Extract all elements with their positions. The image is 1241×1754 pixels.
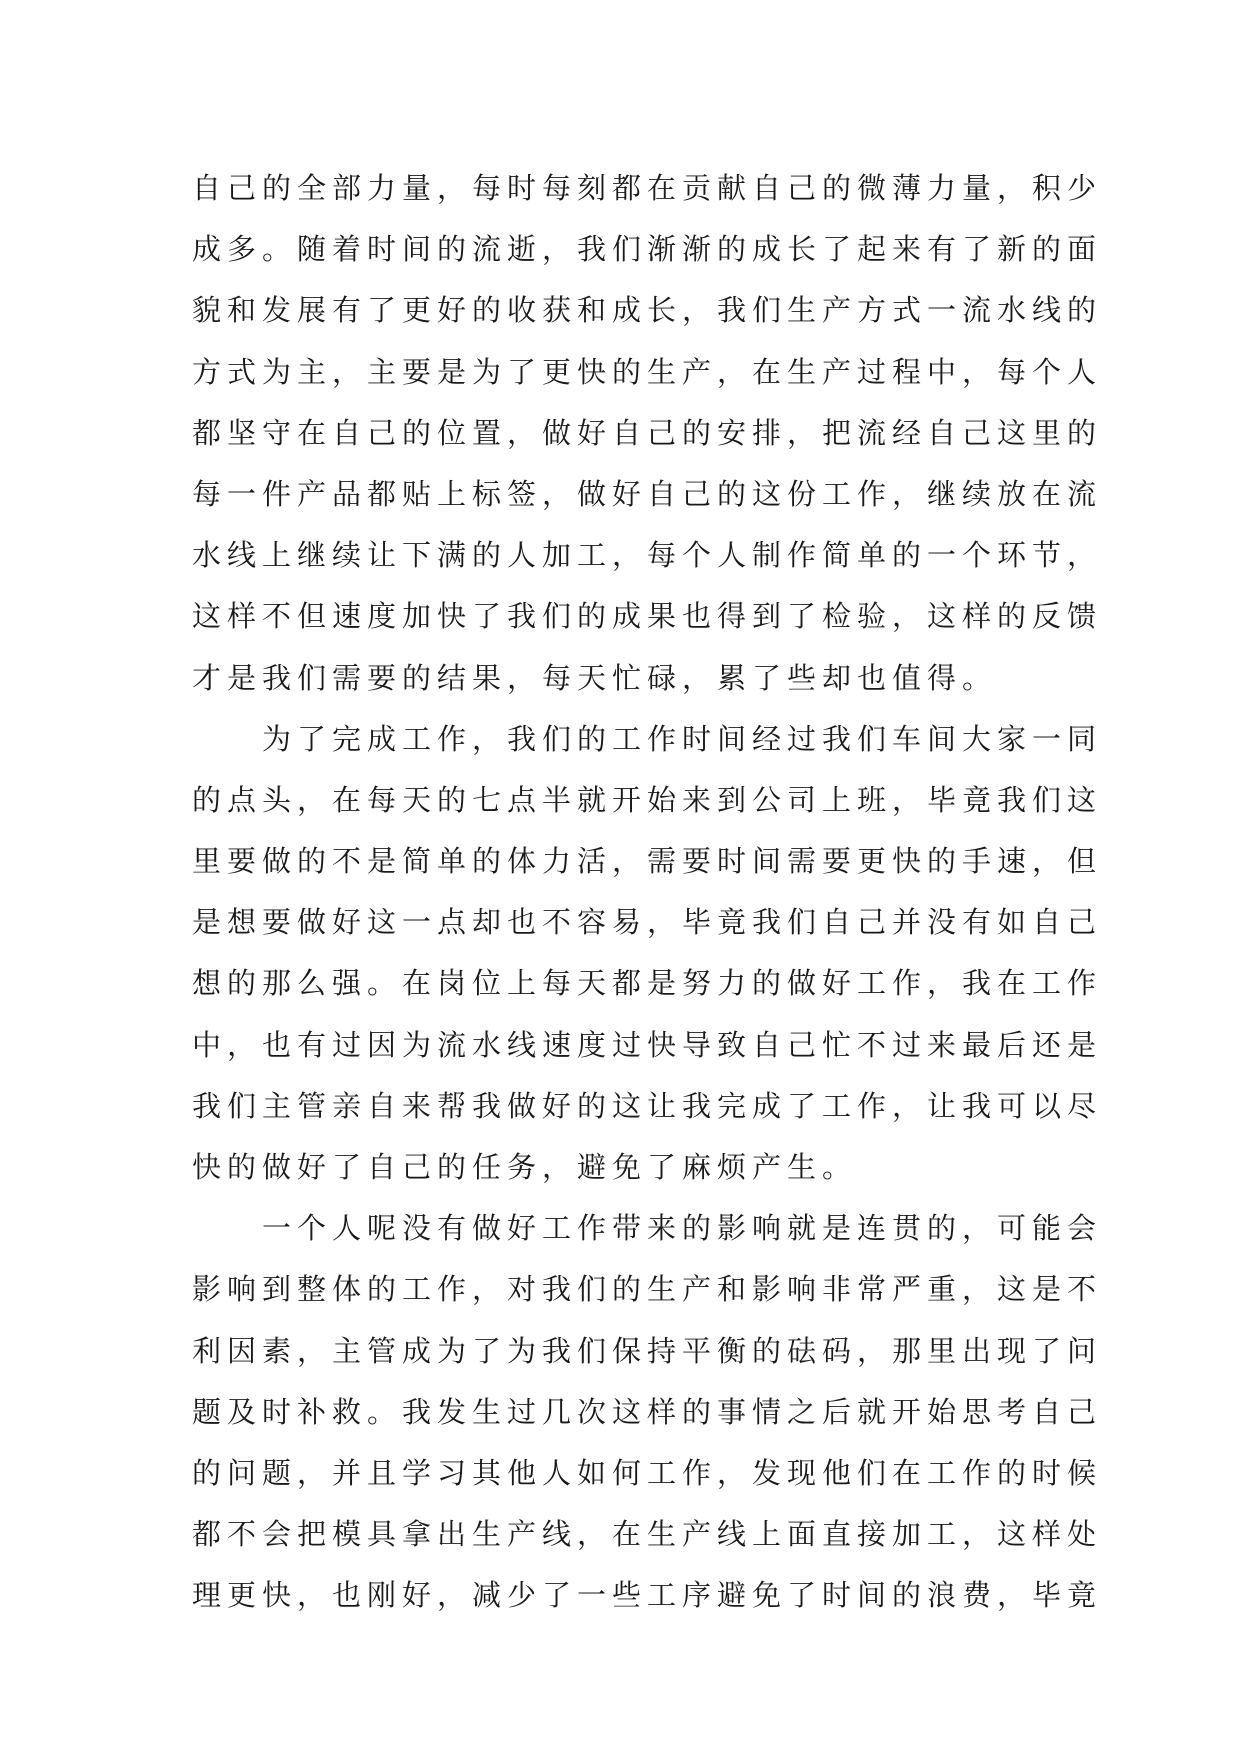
body-text — [192, 158, 1103, 1627]
text-line: 自己的全部力量，每时每刻都在贡献自己的微薄力量，积少 — [192, 171, 1103, 205]
text-line: 都不会把模具拿出生产线，在生产线上面直接加工，这样处 — [192, 1517, 1103, 1552]
text-line: 貌和发展有了更好的收获和成长，我们生产方式一流水线的 — [192, 293, 1103, 328]
text-line: 中，也有过因为流水线速度过快导致自己忙不过来最后还是 — [192, 1027, 1103, 1062]
paragraph-start-line: 一个人呢没有做好工作带来的影响就是连贯的，可能会 — [192, 1211, 1103, 1246]
text-line: 都坚守在自己的位置，做好自己的安排，把流经自己这里的 — [192, 415, 1103, 450]
text-line: 的点头，在每天的七点半就开始来到公司上班，毕竟我们这 — [192, 782, 1103, 817]
paragraph-start-line: 为了完成工作，我们的工作时间经过我们车间大家一同 — [192, 721, 1103, 756]
text-line: 影响到整体的工作，对我们的生产和影响非常严重，这是不 — [192, 1272, 1103, 1307]
text-line: 的问题，并且学习其他人如何工作，发现他们在工作的时候 — [192, 1455, 1103, 1490]
text-line: 利因素，主管成为了为我们保持平衡的砝码，那里出现了问 — [192, 1333, 1103, 1368]
text-line: 水线上继续让下满的人加工，每个人制作简单的一个环节， — [192, 538, 1103, 573]
text-line: 想的那么强。在岗位上每天都是努力的做好工作，我在工作 — [192, 966, 1103, 1001]
text-line: 方式为主，主要是为了更快的生产，在生产过程中，每个人 — [192, 354, 1103, 389]
text-line: 理更快，也刚好，减少了一些工序避免了时间的浪费，毕竟 — [192, 1578, 1103, 1613]
text-line: 才是我们需要的结果，每天忙碌，累了些却也值得。 — [192, 660, 998, 695]
text-line: 快的做好了自己的任务，避免了麻烦产生。 — [192, 1150, 858, 1184]
text-line: 每一件产品都贴上标签，做好自己的这份工作，继续放在流 — [192, 476, 1103, 511]
text-line: 成多。随着时间的流逝，我们渐渐的成长了起来有了新的面 — [192, 232, 1103, 267]
text-line: 题及时补救。我发生过几次这样的事情之后就开始思考自己 — [192, 1394, 1103, 1429]
text-line: 里要做的不是简单的体力活，需要时间需要更快的手速，但 — [192, 844, 1103, 879]
text-line: 我们主管亲自来帮我做好的这让我完成了工作，让我可以尽 — [192, 1088, 1103, 1123]
text-line: 这样不但速度加快了我们的成果也得到了检验，这样的反馈 — [192, 599, 1103, 634]
text-line: 是想要做好这一点却也不容易，毕竟我们自己并没有如自己 — [192, 905, 1103, 940]
